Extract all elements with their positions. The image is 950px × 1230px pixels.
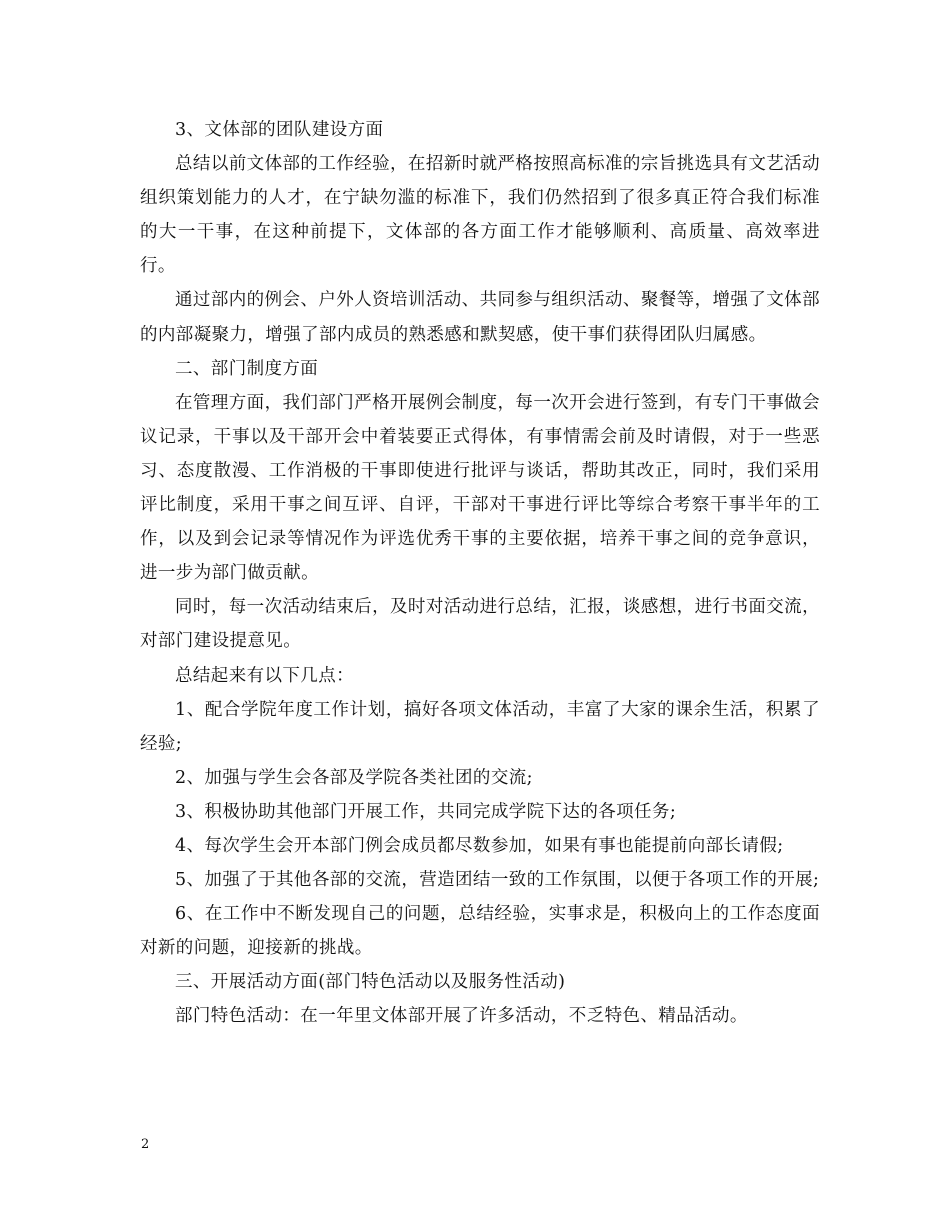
- list-item: 4、每次学生会开本部门例会成员都尽数参加，如果有事也能提前向部长请假;: [175, 835, 784, 856]
- paragraph: 总结起来有以下几点：: [175, 665, 354, 686]
- section-heading-activities: 三、开展活动方面(部门特色活动以及服务性活动): [175, 972, 566, 993]
- section-heading-department-system: 二、部门制度方面: [175, 358, 319, 379]
- list-item: 3、积极协助其他部门开展工作，共同完成学院下达的各项任务;: [175, 801, 677, 822]
- paragraph: 总结以前文体部的工作经验，在招新时就严格按照高标准的宗旨挑选具有文艺活动组织策划能力的人才，在宁缺勿滥的标准下，我们仍然招到了很多真正符合我们标准的大一干事，在这种前提下，文体部的各方面工作才能够顺利、高质量、高效率进行。: [140, 154, 820, 277]
- paragraph: 通过部内的例会、户外人资培训活动、共同参与组织活动、聚餐等，增强了文体部的内部凝聚力，增强了部内成员的熟悉感和默契感，使干事们获得团队归属感。: [140, 290, 820, 345]
- section-heading-team-building: 3、文体部的团队建设方面: [175, 120, 384, 140]
- paragraph: 在管理方面，我们部门严格开展例会制度，每一次开会进行签到，有专门干事做会议记录，干事以及干部开会中着装要正式得体，有事情需会前及时请假，对于一些恶习、态度散漫、工作消极的干事即使进行批评与谈话，帮助其改正，同时，我们采用评比制度，采用干事之间互评、自评，干部对干事进行评比等综合考察干事半年的工作，以及到会记录等情况作为评选优秀干事的主要依据，培养干事之间的竞争意识，进一步为部门做贡献。: [140, 392, 820, 584]
- list-item: 5、加强了于其他各部的交流，营造团结一致的工作氛围，以便于各项工作的开展;: [175, 870, 820, 891]
- page-number: 2: [141, 1137, 150, 1152]
- list-item: 2、加强与学生会各部及学院各类社团的交流;: [175, 767, 533, 788]
- list-item: 1、配合学院年度工作计划，搞好各项文体活动，丰富了大家的课余生活，积累了经验;: [140, 699, 820, 754]
- paragraph: 同时，每一次活动结束后，及时对活动进行总结，汇报，谈感想，进行书面交流，对部门建设提意见。: [140, 597, 820, 652]
- paragraph: 部门特色活动：在一年里文体部开展了许多活动，不乏特色、精品活动。: [175, 1006, 748, 1027]
- document-body: [140, 113, 820, 1034]
- list-item: 6、在工作中不断发现自己的问题，总结经验，实事求是，积极向上的工作态度面对新的问题，迎接新的挑战。: [140, 904, 820, 959]
